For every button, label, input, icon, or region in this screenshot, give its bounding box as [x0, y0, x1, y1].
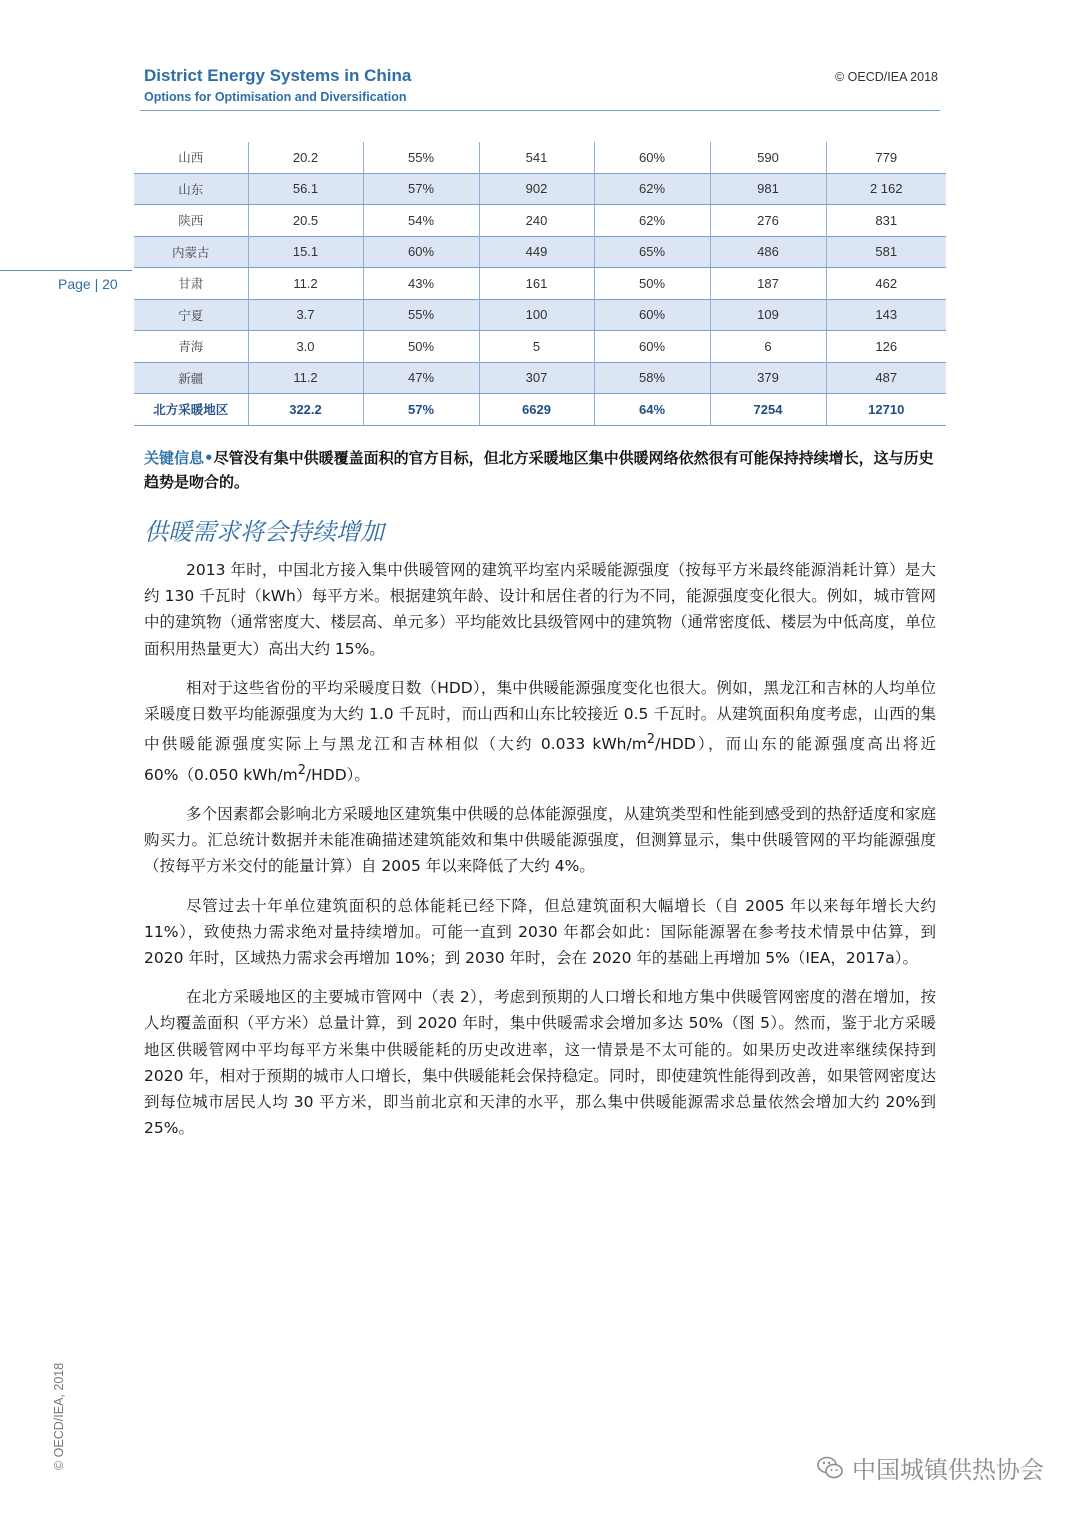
table-cell: 55% — [363, 299, 479, 331]
table-cell: 64% — [594, 394, 710, 426]
table-cell: 590 — [710, 142, 826, 173]
table-cell: 12710 — [826, 394, 946, 426]
table-cell: 5 — [479, 331, 594, 363]
table-cell: 187 — [710, 268, 826, 300]
watermark-text: 中国城镇供热协会 — [852, 1456, 1044, 1484]
table-row — [134, 268, 946, 300]
region-cell: 青海 — [134, 331, 248, 363]
table-cell: 20.5 — [248, 205, 363, 237]
body-text — [144, 557, 936, 1154]
table-cell: 43% — [363, 268, 479, 300]
table-cell: 60% — [594, 299, 710, 331]
table-cell: 60% — [594, 331, 710, 363]
table-cell: 3.0 — [248, 331, 363, 363]
table-row — [134, 205, 946, 237]
table-cell: 981 — [710, 173, 826, 205]
header-divider — [140, 110, 940, 111]
region-cell: 山东 — [134, 173, 248, 205]
table-cell: 3.7 — [248, 299, 363, 331]
table-cell: 161 — [479, 268, 594, 300]
paragraph: 在北方采暖地区的主要城市管网中（表 2），考虑到预期的人口增长和地方集中供暖管网密度的潜在增加，按人均覆盖面积（平方米）总量计算，到 2020 年时，集中供暖需求会增加多达 50%（图 5）。然而，鉴于北方采暖地区供暖管网中平均每平方米集中供暖能耗的历史改进率，这一情景是不太可能的。如果历史改进率继续保持到 2020 年，相对于预期的城市人口增长，集中供暖能耗会保持稳定。同时，即使建筑性能得到改善，如果管网密度达到每位城市居民人均 30 平方米，即当前北京和天津的水平，那么集中供暖能源需求总量依然会增加大约 20%到 25%。 — [144, 988, 936, 1138]
table-cell: 55% — [363, 142, 479, 173]
table-cell: 62% — [594, 205, 710, 237]
paragraph: 2013 年时，中国北方接入集中供暖管网的建筑平均室内采暖能源强度（按每平方米最终能源消耗计算）是大约 130 千瓦时（kWh）每平方米。根据建筑年龄、设计和居住者的行为不同，能源强度变化很大。例如，城市管网中的建筑物（通常密度大、楼层高、单元多）平均能效比县级管网中的建筑物（通常密度低、楼层为中低高度，单位面积用热量更大）高出大约 15%。 — [144, 561, 936, 658]
paragraph — [144, 675, 936, 788]
table-cell: 58% — [594, 362, 710, 394]
superscript: 2 — [297, 762, 306, 778]
page-number-divider — [0, 270, 132, 271]
table-cell: 60% — [594, 142, 710, 173]
document-header — [144, 64, 411, 106]
table-cell: 50% — [594, 268, 710, 300]
table-cell: 6629 — [479, 394, 594, 426]
key-info-box — [144, 446, 934, 494]
table-cell: 240 — [479, 205, 594, 237]
table-cell: 50% — [363, 331, 479, 363]
table-cell: 581 — [826, 236, 946, 268]
paragraph-segment: /HDD），而山东的能源强度高出将近 60%（0.050 kWh/m — [144, 735, 936, 784]
table-cell: 307 — [479, 362, 594, 394]
region-cell: 宁夏 — [134, 299, 248, 331]
table-cell: 15.1 — [248, 236, 363, 268]
bullet-icon: • — [204, 449, 214, 467]
table-cell: 379 — [710, 362, 826, 394]
table-cell: 2 162 — [826, 173, 946, 205]
table-cell: 20.2 — [248, 142, 363, 173]
table-cell: 56.1 — [248, 173, 363, 205]
table-cell: 487 — [826, 362, 946, 394]
table-cell: 11.2 — [248, 268, 363, 300]
header-copyright: © OECD/IEA 2018 — [834, 70, 938, 84]
side-copyright: © OECD/IEA, 2018 — [52, 1362, 66, 1470]
table-cell: 100 — [479, 299, 594, 331]
section-heading: 供暖需求将会持续增加 — [144, 518, 384, 546]
region-cell: 甘肃 — [134, 268, 248, 300]
key-info-label: 关键信息 — [144, 449, 205, 467]
paragraph-segment: /HDD）。 — [305, 765, 370, 784]
key-info-text: 尽管没有集中供暖覆盖面积的官方目标，但北方采暖地区集中供暖网络依然很有可能保持持续增长，这与历史趋势是吻合的。 — [144, 449, 934, 491]
superscript: 2 — [646, 732, 656, 748]
region-cell: 北方采暖地区 — [134, 394, 248, 426]
table-cell: 11.2 — [248, 362, 363, 394]
paragraph: 多个因素都会影响北方采暖地区建筑集中供暖的总体能源强度，从建筑类型和性能到感受到的热舒适度和家庭购买力。汇总统计数据并未能准确描述建筑能效和集中供暖能源强度，但测算显示，集中供暖管网的平均能源强度（按每平方米交付的能量计算）自 2005 年以来降低了大约 4%。 — [144, 804, 936, 876]
table-cell: 47% — [363, 362, 479, 394]
table-row — [134, 299, 946, 331]
region-cell: 山西 — [134, 142, 248, 173]
table-cell: 449 — [479, 236, 594, 268]
table-row — [134, 142, 946, 173]
table-row — [134, 331, 946, 363]
table-cell: 54% — [363, 205, 479, 237]
page-number: Page | 20 — [58, 276, 118, 292]
table-cell: 322.2 — [248, 394, 363, 426]
table-row — [134, 236, 946, 268]
table-cell: 62% — [594, 173, 710, 205]
table-total-row — [134, 394, 946, 426]
table-cell: 541 — [479, 142, 594, 173]
table-row — [134, 173, 946, 205]
region-cell: 新疆 — [134, 362, 248, 394]
table-cell: 60% — [363, 236, 479, 268]
table-cell: 143 — [826, 299, 946, 331]
table-cell: 57% — [363, 173, 479, 205]
table-cell: 276 — [710, 205, 826, 237]
table-cell: 57% — [363, 394, 479, 426]
document-subtitle: Options for Optimisation and Diversification — [144, 90, 407, 104]
table-cell: 831 — [875, 212, 898, 228]
regional-heating-table — [134, 142, 946, 426]
region-cell: 内蒙古 — [134, 236, 248, 268]
wechat-icon — [816, 1454, 844, 1482]
region-cell: 陕西 — [134, 205, 248, 237]
paragraph: 尽管过去十年单位建筑面积的总体能耗已经下降，但总建筑面积大幅增长（自 2005 年以来每年增长大约 11%），致使热力需求绝对量持续增加。可能一直到 2030 年都会如此：国际能源署在参考技术情景中估算，到 2020 年时，区域热力需求会再增加 10%；到 2030 年时，会在 2020 年的基础上再增加 5%（IEA，2017a）。 — [144, 896, 936, 967]
table-cell: 65% — [594, 236, 710, 268]
paragraph-segment: 相对于这些省份的平均采暖度日数（HDD），集中供暖能源强度变化也很大。例如，黑龙江和吉林的人均单位采暖度日数平均能源强度为大约 1.0 千瓦时，而山西和山东比较接近 0.5 千瓦时。从建筑面积角度考虑，山西的集中供暖能源强度实际上与黑龙江和吉林相似（大约 0.033 kWh/m — [144, 678, 936, 754]
table-cell: 6 — [710, 331, 826, 363]
table-cell: 902 — [479, 173, 594, 205]
table-cell: 462 — [875, 275, 898, 291]
watermark — [816, 1450, 1044, 1485]
table-cell: 109 — [710, 299, 826, 331]
table-cell: 126 — [875, 338, 898, 354]
table-cell: 486 — [710, 236, 826, 268]
document-title: District Energy Systems in China — [144, 66, 412, 85]
table-row — [134, 362, 946, 394]
table-cell: 7254 — [710, 394, 826, 426]
table-cell: 779 — [875, 149, 898, 165]
